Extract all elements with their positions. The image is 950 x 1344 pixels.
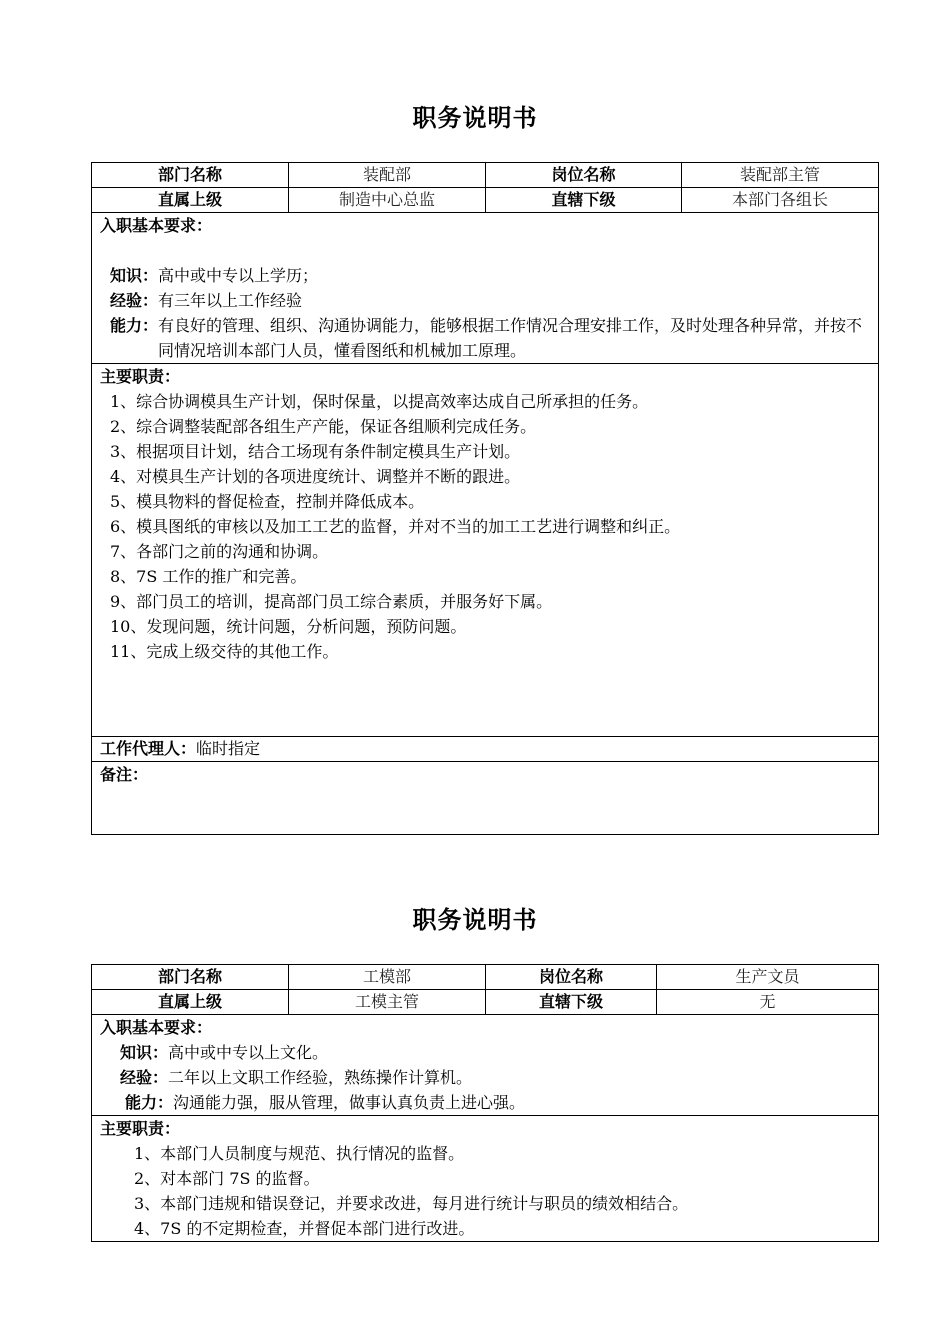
ability-text: 有良好的管理、组织、沟通协调能力，能够根据工作情况合理安排工作，及时处理各种异常，并按不同情况培训本部门人员，懂看图纸和机械加工原理。: [158, 316, 863, 360]
dept-label: 部门名称: [92, 163, 289, 188]
post-value: 生产文员: [657, 965, 879, 990]
doc2-table: [91, 964, 879, 1242]
superior-label: 直属上级: [92, 188, 289, 213]
duty-item: 2、综合调整装配部各组生产产能，保证各组顺利完成任务。: [110, 417, 537, 436]
experience-row: [100, 288, 870, 313]
knowledge-row: [100, 263, 870, 288]
duty-item: 10、发现问题，统计问题，分析问题，预防问题。: [110, 617, 467, 636]
ability-row: [100, 313, 870, 363]
duty-item: 3、根据项目计划，结合工场现有条件制定模具生产计划。: [110, 442, 521, 461]
superior-value: 工模主管: [289, 990, 486, 1015]
duty-item: 9、部门员工的培训，提高部门员工综合素质，并服务好下属。: [110, 592, 553, 611]
subordinate-value: 本部门各组长: [682, 188, 879, 213]
duty-item: 5、模具物料的督促检查，控制并降低成本。: [110, 492, 425, 511]
duty-item: 11、完成上级交待的其他工作。: [110, 642, 339, 661]
knowledge-row: [100, 1040, 870, 1065]
duty-item: 6、模具图纸的审核以及加工工艺的监督，并对不当的加工工艺进行调整和纠正。: [110, 517, 681, 536]
agent-label: 工作代理人：: [100, 739, 197, 758]
dept-value: 工模部: [289, 965, 486, 990]
post-label: 岗位名称: [486, 163, 682, 188]
requirements-title: 入职基本要求：: [100, 216, 213, 235]
remark-cell: [92, 762, 879, 835]
requirements-cell: [92, 213, 879, 364]
experience-label: 经验：: [110, 291, 159, 310]
duty-item: 2、对本部门 7S 的监督。: [134, 1169, 320, 1188]
superior-value: 制造中心总监: [289, 188, 486, 213]
post-label: 岗位名称: [486, 965, 657, 990]
experience-text: 有三年以上工作经验: [158, 291, 303, 310]
remark-label: 备注：: [100, 765, 149, 784]
experience-text: 二年以上文职工作经验，熟练操作计算机。: [168, 1068, 473, 1087]
duty-item: 1、综合协调模具生产计划，保时保量，以提高效率达成自己所承担的任务。: [110, 392, 649, 411]
subordinate-value: 无: [657, 990, 879, 1015]
knowledge-label: 知识：: [110, 266, 159, 285]
subordinate-label: 直辖下级: [486, 188, 682, 213]
knowledge-text: 高中或中专以上文化。: [168, 1043, 329, 1062]
superior-label: 直属上级: [92, 990, 289, 1015]
duty-item: 4、对模具生产计划的各项进度统计、调整并不断的跟进。: [110, 467, 521, 486]
duties-cell: [92, 1116, 879, 1242]
duties-cell: [92, 364, 879, 737]
agent-value: 临时指定: [196, 739, 261, 758]
duty-item: 7、各部门之前的沟通和协调。: [110, 542, 329, 561]
post-value: 装配部主管: [682, 163, 879, 188]
duty-item: 1、本部门人员制度与规范、执行情况的监督。: [134, 1144, 465, 1163]
agent-cell: [92, 737, 879, 762]
ability-text: 沟通能力强，服从管理，做事认真负责上进心强。: [173, 1093, 526, 1112]
experience-row: [100, 1065, 870, 1090]
ability-label: 能力：: [125, 1093, 174, 1112]
knowledge-label: 知识：: [120, 1043, 169, 1062]
doc2-title: 职务说明书: [412, 906, 538, 934]
ability-row: [100, 1090, 870, 1115]
duties-title: 主要职责：: [100, 367, 181, 386]
duty-item: 8、7S 工作的推广和完善。: [110, 567, 307, 586]
experience-label: 经验：: [120, 1068, 169, 1087]
duty-item: 4、7S 的不定期检查，并督促本部门进行改进。: [134, 1219, 475, 1238]
subordinate-label: 直辖下级: [486, 990, 657, 1015]
duty-item: 3、本部门违规和错误登记，并要求改进，每月进行统计与职员的绩效相结合。: [134, 1194, 689, 1213]
knowledge-text: 高中或中专以上学历；: [158, 266, 319, 285]
ability-label: 能力：: [110, 316, 159, 335]
dept-value: 装配部: [289, 163, 486, 188]
doc1-title: 职务说明书: [412, 104, 538, 132]
requirements-title: 入职基本要求：: [100, 1018, 213, 1037]
requirements-cell: [92, 1015, 879, 1116]
doc1-table: [91, 162, 879, 835]
duties-title: 主要职责：: [100, 1119, 181, 1138]
dept-label: 部门名称: [92, 965, 289, 990]
